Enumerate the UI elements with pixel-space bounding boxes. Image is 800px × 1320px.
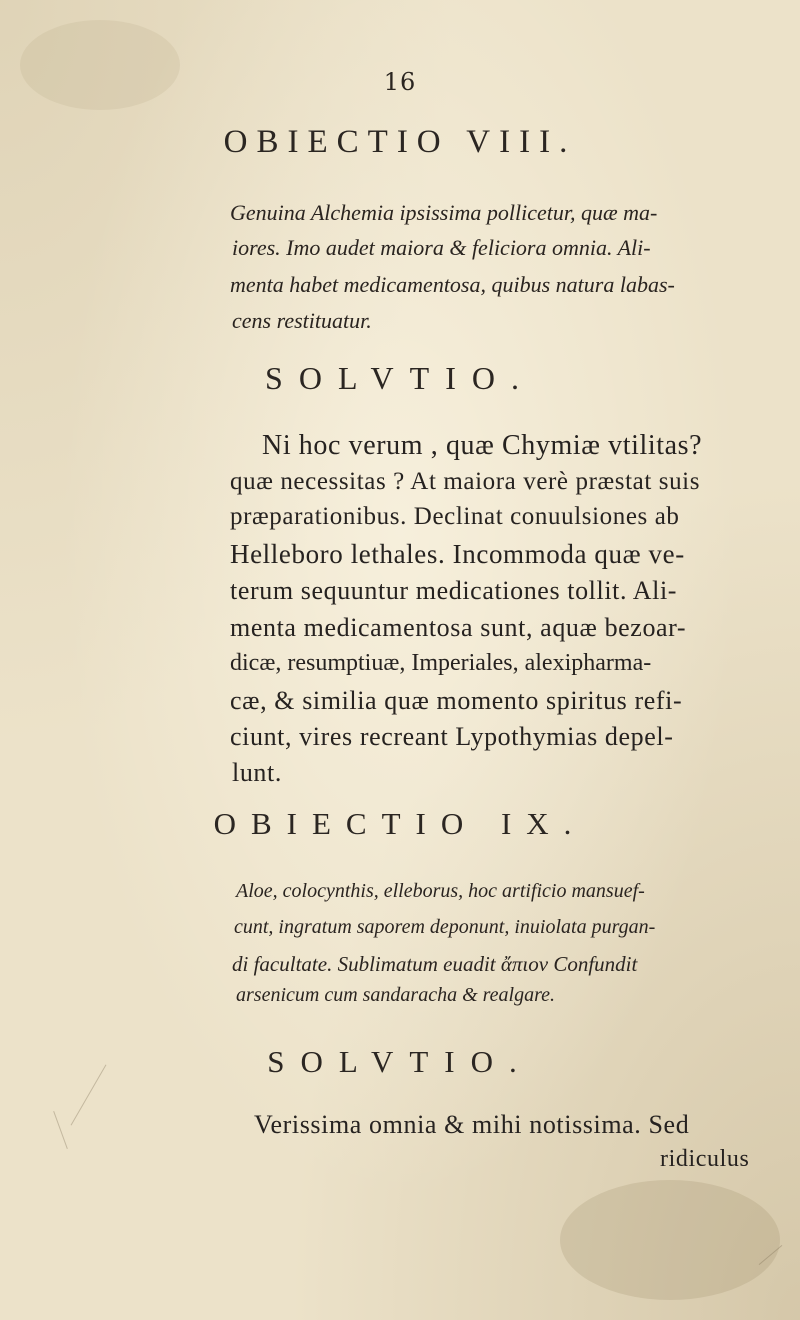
objection-9-line: cunt, ingratum saporem deponunt, inuiolata purgan- <box>234 916 656 938</box>
solution-8-line: quæ necessitas ? At maiora verè præstat suis <box>230 468 701 495</box>
solution-9-line: Verissima omnia & mihi notissima. Sed <box>254 1110 690 1139</box>
solution-9-heading: SOLVTIO. <box>267 1044 533 1079</box>
solution-8-line: Ni hoc verum , quæ Chymiæ vtilitas? <box>262 430 703 461</box>
solution-8-line: lunt. <box>232 758 282 787</box>
solution-8-heading: SOLVTIO. <box>265 360 535 396</box>
objection-9-line: Aloe, colocynthis, elleborus, hoc artificio mansuef- <box>236 880 645 902</box>
objection-8-heading: OBIECTIO VIII. <box>223 124 577 160</box>
solution-8-line: præparationibus. Declinat conuulsiones ab <box>230 503 680 530</box>
objection-8-line: Genuina Alchemia ipsissima pollicetur, quæ ma- <box>230 200 658 225</box>
solution-8-line: terum sequuntur medicationes tollit. Ali- <box>230 576 678 605</box>
page-number: 16 <box>383 68 417 96</box>
solution-8-line: cæ, & similia quæ momento spiritus refi- <box>230 686 683 715</box>
objection-8-line: iores. Imo audet maiora & feliciora omnia. Ali- <box>232 235 651 260</box>
solution-8-line: menta medicamentosa sunt, aquæ bezoar- <box>230 613 687 642</box>
objection-9-line: di facultate. Sublimatum euadit ἄπιον Confundit <box>232 952 638 976</box>
solution-8-line: Helleboro lethales. Incommoda quæ ve- <box>230 539 685 569</box>
solution-8-line: dicæ, resumptiuæ, Imperiales, alexipharma- <box>230 650 652 676</box>
catchword: ridiculus <box>660 1146 750 1172</box>
solution-8-line: ciunt, vires recreant Lypothymias depel- <box>230 722 674 751</box>
objection-8-line: cens restituatur. <box>232 308 372 333</box>
objection-9-line-last: arsenicum cum sandaracha & realgare. <box>236 984 556 1006</box>
paper-scratch <box>53 1111 68 1149</box>
objection-8-line: menta habet medicamentosa, quibus natura labas- <box>230 272 675 297</box>
paper-stain <box>20 20 180 110</box>
objection-9-heading: OBIECTIO IX. <box>213 806 587 841</box>
paper-stain <box>560 1180 780 1300</box>
